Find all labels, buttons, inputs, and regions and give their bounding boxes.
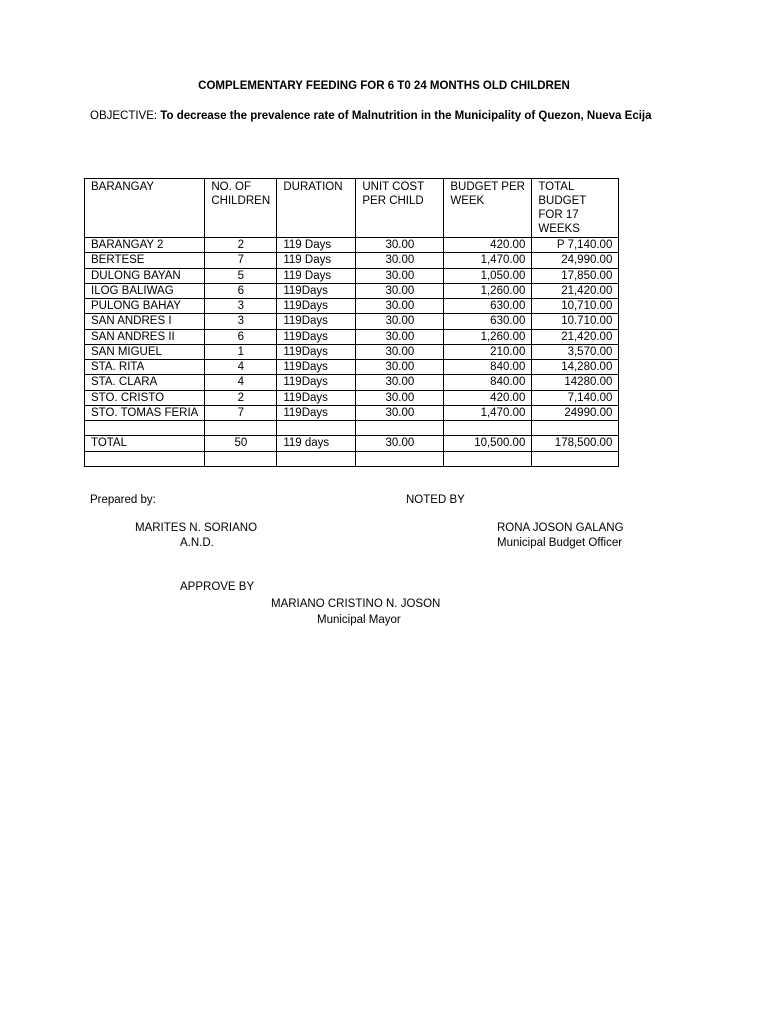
cell-unit-cost: 30.00 bbox=[356, 436, 444, 451]
cell-total-budget: 24990.00 bbox=[532, 405, 619, 420]
cell-budget-week: 10,500.00 bbox=[444, 436, 532, 451]
cell-unit-cost bbox=[356, 421, 444, 436]
cell-duration: 119Days bbox=[277, 283, 356, 298]
cell-barangay: STA. RITA bbox=[85, 360, 205, 375]
table-row bbox=[85, 405, 619, 420]
preparer-name: MARITES N. SORIANO bbox=[135, 522, 258, 534]
header-no-of-children: NO. OF CHILDREN bbox=[205, 179, 277, 238]
cell-unit-cost: 30.00 bbox=[356, 329, 444, 344]
cell-budget-week: 210.00 bbox=[444, 344, 532, 359]
noted-by-label: NOTED BY bbox=[406, 494, 465, 506]
cell-duration bbox=[277, 421, 356, 436]
cell-unit-cost: 30.00 bbox=[356, 268, 444, 283]
cell-children: 3 bbox=[205, 314, 277, 329]
cell-budget-week: 420.00 bbox=[444, 390, 532, 405]
cell-unit-cost: 30.00 bbox=[356, 253, 444, 268]
cell-budget-week: 1,260.00 bbox=[444, 329, 532, 344]
cell-duration: 119 Days bbox=[277, 238, 356, 253]
document-title: COMPLEMENTARY FEEDING FOR 6 T0 24 MONTHS OLD CHILDREN bbox=[198, 80, 570, 92]
cell-unit-cost: 30.00 bbox=[356, 405, 444, 420]
approver-name: MARIANO CRISTINO N. JOSON bbox=[271, 598, 441, 610]
cell-total-budget: 24,990.00 bbox=[532, 253, 619, 268]
header-barangay: BARANGAY bbox=[85, 179, 205, 238]
cell-duration: 119Days bbox=[277, 314, 356, 329]
cell-barangay: TOTAL bbox=[85, 436, 205, 451]
cell-budget-week: 1,050.00 bbox=[444, 268, 532, 283]
cell-children: 3 bbox=[205, 299, 277, 314]
table-row bbox=[85, 344, 619, 359]
budget-table bbox=[84, 178, 619, 467]
cell-budget-week: 1,470.00 bbox=[444, 405, 532, 420]
cell-barangay: PULONG BAHAY bbox=[85, 299, 205, 314]
preparer-title: A.N.D. bbox=[180, 537, 214, 549]
cell-unit-cost: 30.00 bbox=[356, 299, 444, 314]
cell-budget-week: 420.00 bbox=[444, 238, 532, 253]
cell-total-budget: 10,710.00 bbox=[532, 299, 619, 314]
cell-children: 2 bbox=[205, 238, 277, 253]
cell-children: 1 bbox=[205, 344, 277, 359]
header-duration: DURATION bbox=[277, 179, 356, 238]
table-row bbox=[85, 253, 619, 268]
cell-barangay: STO. CRISTO bbox=[85, 390, 205, 405]
cell-total-budget: 21,420.00 bbox=[532, 283, 619, 298]
cell-children: 6 bbox=[205, 329, 277, 344]
objective bbox=[90, 107, 690, 125]
cell-total-budget: 7,140.00 bbox=[532, 390, 619, 405]
cell-barangay bbox=[85, 451, 205, 466]
cell-total-budget bbox=[532, 451, 619, 466]
noter-name: RONA JOSON GALANG bbox=[497, 522, 624, 534]
cell-barangay: STA. CLARA bbox=[85, 375, 205, 390]
cell-budget-week bbox=[444, 451, 532, 466]
header-budget-per-week: BUDGET PER WEEK bbox=[444, 179, 532, 238]
cell-barangay: SAN ANDRES I bbox=[85, 314, 205, 329]
cell-total-budget: 10.710.00 bbox=[532, 314, 619, 329]
cell-duration: 119Days bbox=[277, 390, 356, 405]
table-row bbox=[85, 268, 619, 283]
table-row bbox=[85, 390, 619, 405]
table-row bbox=[85, 299, 619, 314]
cell-budget-week: 630.00 bbox=[444, 314, 532, 329]
cell-children bbox=[205, 451, 277, 466]
total-row bbox=[85, 436, 619, 451]
cell-barangay: SAN ANDRES II bbox=[85, 329, 205, 344]
cell-barangay: BERTESE bbox=[85, 253, 205, 268]
cell-unit-cost: 30.00 bbox=[356, 344, 444, 359]
cell-children: 7 bbox=[205, 405, 277, 420]
objective-text: To decrease the prevalence rate of Malnutrition in the Municipality of Quezon, Nueva Ecija bbox=[160, 110, 652, 122]
cell-duration: 119Days bbox=[277, 360, 356, 375]
table-row bbox=[85, 283, 619, 298]
cell-total-budget: 14280.00 bbox=[532, 375, 619, 390]
objective-label: OBJECTIVE: bbox=[90, 110, 161, 122]
header-total-budget: TOTAL BUDGET FOR 17 WEEKS bbox=[532, 179, 619, 238]
table-header-row bbox=[85, 179, 619, 238]
cell-total-budget: 178,500.00 bbox=[532, 436, 619, 451]
cell-total-budget bbox=[532, 421, 619, 436]
cell-children: 4 bbox=[205, 360, 277, 375]
cell-unit-cost: 30.00 bbox=[356, 314, 444, 329]
spacer-row bbox=[85, 421, 619, 436]
table-row bbox=[85, 314, 619, 329]
cell-duration: 119Days bbox=[277, 405, 356, 420]
approver-title: Municipal Mayor bbox=[317, 614, 401, 626]
cell-duration: 119 Days bbox=[277, 253, 356, 268]
cell-children: 2 bbox=[205, 390, 277, 405]
cell-unit-cost bbox=[356, 451, 444, 466]
table-row bbox=[85, 375, 619, 390]
cell-total-budget: P 7,140.00 bbox=[532, 238, 619, 253]
cell-unit-cost: 30.00 bbox=[356, 375, 444, 390]
table-body bbox=[85, 238, 619, 467]
cell-unit-cost: 30.00 bbox=[356, 360, 444, 375]
cell-total-budget: 21,420.00 bbox=[532, 329, 619, 344]
cell-budget-week bbox=[444, 421, 532, 436]
cell-barangay bbox=[85, 421, 205, 436]
table-row bbox=[85, 329, 619, 344]
cell-children: 5 bbox=[205, 268, 277, 283]
cell-children: 4 bbox=[205, 375, 277, 390]
cell-barangay: DULONG BAYAN bbox=[85, 268, 205, 283]
cell-children bbox=[205, 421, 277, 436]
cell-children: 7 bbox=[205, 253, 277, 268]
cell-unit-cost: 30.00 bbox=[356, 283, 444, 298]
cell-total-budget: 17,850.00 bbox=[532, 268, 619, 283]
cell-budget-week: 630.00 bbox=[444, 299, 532, 314]
cell-barangay: ILOG BALIWAG bbox=[85, 283, 205, 298]
cell-children: 6 bbox=[205, 283, 277, 298]
cell-duration: 119 Days bbox=[277, 268, 356, 283]
approve-by-label: APPROVE BY bbox=[180, 581, 255, 593]
spacer-row bbox=[85, 451, 619, 466]
cell-duration: 119Days bbox=[277, 375, 356, 390]
cell-total-budget: 14,280.00 bbox=[532, 360, 619, 375]
cell-duration: 119Days bbox=[277, 329, 356, 344]
cell-barangay: SAN MIGUEL bbox=[85, 344, 205, 359]
cell-budget-week: 1,470.00 bbox=[444, 253, 532, 268]
cell-duration: 119Days bbox=[277, 344, 356, 359]
cell-children: 50 bbox=[205, 436, 277, 451]
cell-budget-week: 840.00 bbox=[444, 375, 532, 390]
header-unit-cost: UNIT COST PER CHILD bbox=[356, 179, 444, 238]
cell-duration: 119Days bbox=[277, 299, 356, 314]
cell-unit-cost: 30.00 bbox=[356, 390, 444, 405]
cell-unit-cost: 30.00 bbox=[356, 238, 444, 253]
table-row bbox=[85, 360, 619, 375]
prepared-by-label: Prepared by: bbox=[90, 494, 156, 506]
noter-title: Municipal Budget Officer bbox=[497, 537, 623, 549]
cell-budget-week: 1,260.00 bbox=[444, 283, 532, 298]
table-row bbox=[85, 238, 619, 253]
cell-total-budget: 3,570.00 bbox=[532, 344, 619, 359]
cell-barangay: STO. TOMAS FERIA bbox=[85, 405, 205, 420]
cell-duration: 119 days bbox=[277, 436, 356, 451]
cell-budget-week: 840.00 bbox=[444, 360, 532, 375]
cell-barangay: BARANGAY 2 bbox=[85, 238, 205, 253]
cell-duration bbox=[277, 451, 356, 466]
